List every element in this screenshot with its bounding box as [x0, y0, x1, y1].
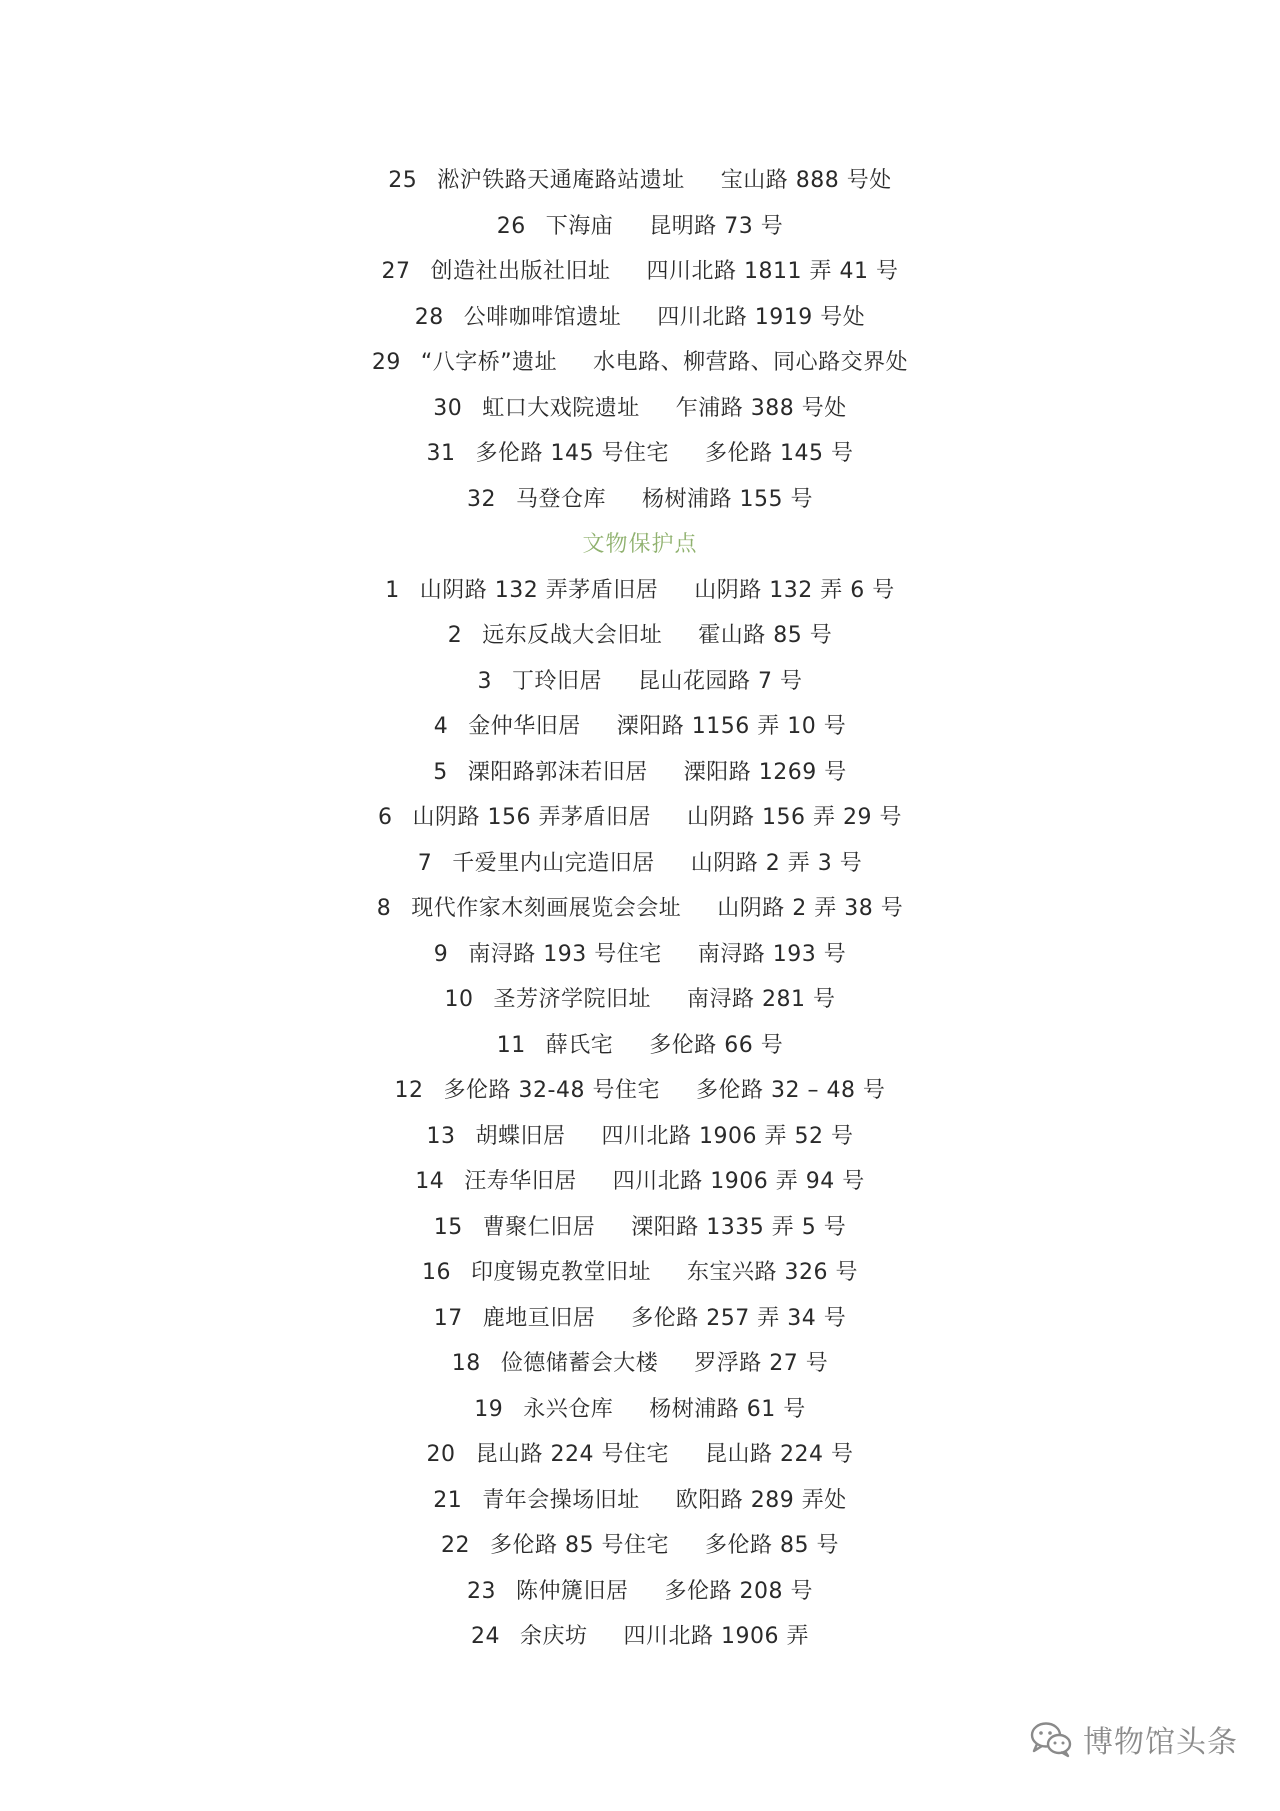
item-address: 四川北路 1811 弄 41 号: [646, 259, 899, 284]
list-item: [0, 295, 1280, 341]
list-item: [0, 1432, 1280, 1478]
item-number: 13: [426, 1123, 456, 1149]
item-name: 虹口大戏院遗址: [482, 395, 640, 421]
item-number: 25: [388, 168, 418, 193]
item-address: 霍山路 85 号: [698, 623, 833, 648]
list-item: [0, 613, 1280, 659]
item-number: 19: [474, 1396, 504, 1422]
item-address: 山阴路 2 弄 3 号: [690, 850, 863, 876]
item-name: 俭德储蓄会大楼: [500, 1351, 659, 1376]
item-number: 26: [496, 213, 526, 239]
item-number: 22: [441, 1533, 471, 1558]
list-item: [0, 1114, 1280, 1160]
list-item: [0, 1523, 1280, 1569]
item-address: 溧阳路 1335 弄 5 号: [631, 1214, 847, 1240]
item-name: 溧阳路郭沫若旧居: [467, 759, 648, 785]
item-number: 14: [415, 1169, 445, 1194]
item-address: 四川北路 1906 弄 94 号: [612, 1169, 865, 1194]
item-name: 陈仲篪旧居: [516, 1578, 629, 1604]
item-address: 山阴路 132 弄 6 号: [694, 577, 895, 603]
item-number: 15: [433, 1214, 463, 1240]
item-name: 马登仓库: [516, 486, 607, 512]
item-address: 四川北路 1919 号处: [657, 304, 866, 330]
item-number: 3: [477, 668, 492, 694]
item-address: 溧阳路 1156 弄 10 号: [616, 714, 847, 739]
item-name: 创造社出版社旧址: [430, 259, 611, 284]
item-address: 杨树浦路 155 号: [642, 486, 813, 512]
item-address: 昆山路 224 号: [705, 1442, 854, 1467]
item-number: 16: [422, 1260, 451, 1285]
list-item: [0, 249, 1280, 295]
list-item: [0, 340, 1280, 386]
item-name: 千爱里内山完造旧居: [452, 850, 655, 876]
item-address: 东宝兴路 326 号: [687, 1260, 858, 1285]
item-name: 现代作家木刻画展览会会址: [411, 896, 682, 921]
document-body: [0, 158, 1280, 1660]
item-number: 7: [417, 850, 433, 876]
list-item: [0, 841, 1280, 887]
list-item: [0, 1296, 1280, 1342]
item-name: 汪寿华旧居: [464, 1169, 577, 1194]
item-number: 6: [378, 805, 393, 830]
item-number: 29: [371, 350, 401, 375]
item-address: 昆山花园路 7 号: [638, 668, 803, 694]
heritage-sites-list: [0, 158, 1280, 522]
list-item: [0, 1068, 1280, 1114]
list-item: [0, 932, 1280, 978]
item-name: 公啡咖啡馆遗址: [463, 304, 622, 330]
item-address: 多伦路 85 号: [705, 1533, 839, 1558]
item-name: 下海庙: [545, 213, 614, 239]
list-item: [0, 886, 1280, 932]
item-address: 乍浦路 388 号处: [675, 395, 847, 421]
item-address: 山阴路 2 弄 38 号: [717, 896, 904, 921]
item-name: 远东反战大会旧址: [482, 623, 663, 648]
item-number: 12: [394, 1078, 424, 1103]
item-number: 28: [414, 304, 444, 330]
list-item: [0, 704, 1280, 750]
item-number: 27: [381, 259, 411, 284]
item-address: 昆明路 73 号: [649, 213, 784, 239]
protection-points-list: [0, 568, 1280, 1660]
list-item: [0, 750, 1280, 796]
wechat-icon: [1029, 1719, 1073, 1759]
item-name: 圣芳济学院旧址: [493, 987, 652, 1012]
item-name: 丁玲旧居: [512, 668, 603, 694]
item-name: 余庆坊: [520, 1624, 588, 1649]
item-name: 山阴路 132 弄茅盾旧居: [419, 577, 659, 603]
list-item: [0, 1023, 1280, 1069]
list-item: [0, 386, 1280, 432]
item-address: 宝山路 888 号处: [720, 168, 892, 193]
item-number: 8: [376, 896, 392, 921]
list-item: [0, 568, 1280, 614]
item-address: 水电路、柳营路、同心路交界处: [593, 350, 909, 375]
item-number: 30: [433, 395, 463, 421]
item-number: 20: [426, 1442, 456, 1467]
item-name: 多伦路 145 号住宅: [475, 441, 669, 466]
item-address: 多伦路 208 号: [664, 1578, 813, 1604]
item-number: 24: [471, 1624, 500, 1649]
watermark: [1029, 1717, 1238, 1761]
list-item: [0, 1569, 1280, 1615]
item-name: 胡蝶旧居: [475, 1123, 566, 1149]
item-number: 11: [496, 1032, 526, 1058]
list-item: [0, 1387, 1280, 1433]
item-name: 淞沪铁路天通庵路站遗址: [437, 168, 685, 193]
list-item: [0, 659, 1280, 705]
item-address: 溧阳路 1269 号: [683, 759, 847, 785]
item-address: 欧阳路 289 弄处: [675, 1487, 847, 1513]
item-name: 薛氏宅: [545, 1032, 614, 1058]
item-address: 杨树浦路 61 号: [649, 1396, 806, 1422]
watermark-text: 博物馆头条: [1083, 1725, 1238, 1760]
item-number: 23: [467, 1578, 496, 1604]
item-name: 鹿地亘旧居: [482, 1305, 596, 1331]
item-name: 曹聚仁旧居: [482, 1214, 596, 1240]
item-address: 多伦路 145 号: [705, 441, 854, 466]
list-item: [0, 1205, 1280, 1251]
list-item: [0, 1341, 1280, 1387]
item-number: 2: [447, 623, 463, 648]
item-address: 罗浮路 27 号: [694, 1351, 829, 1376]
item-address: 四川北路 1906 弄: [623, 1624, 809, 1649]
item-name: 金仲华旧居: [468, 714, 581, 739]
list-item: [0, 158, 1280, 204]
item-number: 21: [433, 1487, 463, 1513]
list-item: [0, 1159, 1280, 1205]
item-number: 10: [444, 987, 474, 1012]
list-item: [0, 204, 1280, 250]
item-name: 印度锡克教堂旧址: [471, 1260, 652, 1285]
item-name: 南浔路 193 号住宅: [468, 941, 662, 967]
item-address: 南浔路 281 号: [687, 987, 836, 1012]
list-item: [0, 477, 1280, 523]
item-address: 南浔路 193 号: [697, 941, 847, 967]
item-address: 山阴路 156 弄 29 号: [687, 805, 902, 830]
item-number: 5: [433, 759, 448, 785]
item-address: 四川北路 1906 弄 52 号: [601, 1123, 854, 1149]
item-number: 18: [451, 1351, 481, 1376]
item-name: 昆山路 224 号住宅: [475, 1442, 669, 1467]
item-number: 32: [467, 486, 496, 512]
item-number: 9: [433, 941, 449, 967]
item-number: 17: [433, 1305, 463, 1331]
item-name: 永兴仓库: [523, 1396, 614, 1422]
item-number: 31: [426, 441, 456, 466]
item-address: 多伦路 32 – 48 号: [695, 1078, 886, 1103]
list-item: [0, 1250, 1280, 1296]
item-name: “八字桥”遗址: [420, 350, 558, 375]
list-item: [0, 795, 1280, 841]
section-heading: 文物保护点: [582, 532, 698, 557]
item-address: 多伦路 66 号: [649, 1032, 784, 1058]
list-item: [0, 1478, 1280, 1524]
item-name: 多伦路 85 号住宅: [490, 1533, 669, 1558]
item-name: 青年会操场旧址: [482, 1487, 640, 1513]
item-address: 多伦路 257 弄 34 号: [631, 1305, 847, 1331]
item-number: 4: [433, 714, 449, 739]
list-item: [0, 431, 1280, 477]
item-name: 多伦路 32-48 号住宅: [443, 1078, 660, 1103]
item-name: 山阴路 156 弄茅盾旧居: [412, 805, 651, 830]
list-item: [0, 977, 1280, 1023]
item-number: 1: [385, 577, 400, 603]
list-item: [0, 1614, 1280, 1660]
